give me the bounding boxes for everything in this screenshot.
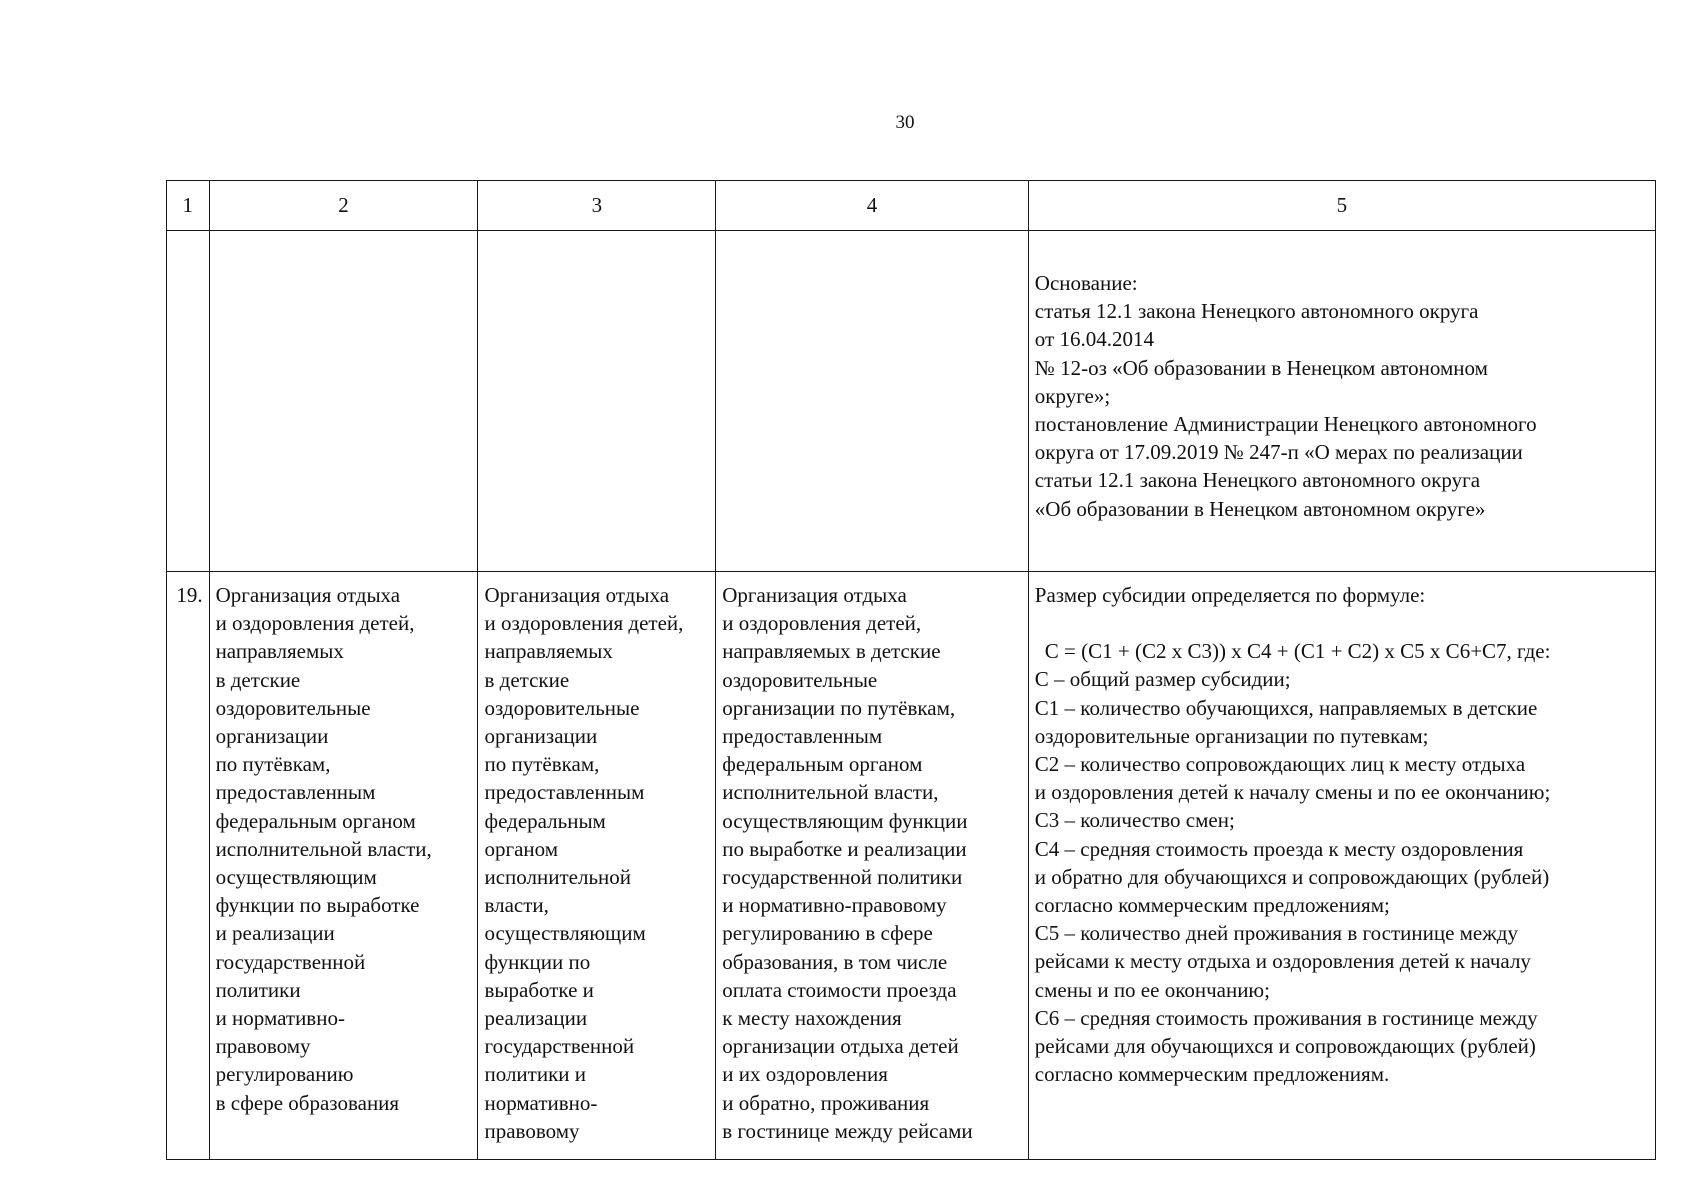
text-line: федеральным органом [722,752,923,777]
header-cell-2: 2 [209,181,478,231]
text-line: организации [484,724,598,749]
text-line: и нормативно-правовому [722,893,947,918]
text-line: и оздоровления детей к началу смены и по ее окончанию; [1034,780,1551,805]
text-line: оздоровительные [215,695,371,720]
text-line: «Об образовании в Ненецком автономном округе» [1034,496,1486,521]
header-cell-4: 4 [716,181,1029,231]
text-line: C1 – количество обучающихся, направляемых в детские [1034,695,1538,720]
row19-col4-text [722,581,1022,1145]
text-line: в детские [484,667,570,692]
table-row-basis [167,231,1656,572]
legal-basis-text [1035,269,1649,523]
page-number: 30 [895,112,915,133]
text-line: государственной политики [722,865,963,890]
text-line: власти, [484,893,549,918]
text-line: и обратно для обучающихся и сопровождающих (рублей) [1034,864,1550,889]
text-line: C5 – количество дней проживания в гостинице между [1034,921,1518,946]
text-line: и их оздоровления [722,1062,888,1087]
subsidy-intro: Размер субсидии определяется по формуле: [1034,583,1426,607]
basis-cell-3 [478,231,716,572]
text-line: осуществляющим [484,921,646,946]
text-line: Основание: [1034,271,1138,295]
text-line: постановление Администрации Ненецкого автономного [1034,412,1537,437]
text-line: оплата стоимости проезда [722,977,957,1002]
header-cell-3: 3 [478,181,716,231]
text-line: направляемых в детские [722,639,941,664]
text-line: федеральным [484,808,606,833]
text-line: оздоровительные [484,695,640,720]
text-line: выработке и [484,977,594,1002]
text-line: и оздоровления детей, [484,611,684,636]
text-line: регулированию в сфере [722,921,933,946]
text-line: функции по [484,949,591,974]
text-line: нормативно- [484,1090,598,1115]
text-line: смены и по ее окончанию; [1034,977,1270,1002]
text-line: № 12-оз «Об образовании в Ненецком автономном [1034,355,1488,380]
text-line: статьи 12.1 закона Ненецкого автономного округа [1034,468,1481,493]
text-line: предоставленным [722,724,883,749]
row19-cell-4 [716,572,1029,1160]
row19-col2-text [216,581,472,1117]
text-line: организации [215,724,329,749]
text-line: организации по путёвкам, [722,695,956,720]
text-line: функции по выработке [215,893,420,918]
header-cell-5: 5 [1028,181,1655,231]
text-line: рейсами к месту отдыха и оздоровления детей к началу [1034,949,1531,974]
text-line: предоставленным [484,780,645,805]
text-line: политики и [484,1062,587,1087]
text-line: к месту нахождения [722,1006,902,1031]
text-line: C3 – количество смен; [1034,808,1235,833]
text-line: в детские [215,667,301,692]
text-line: направляемых [215,639,344,664]
basis-cell-legal-basis [1028,231,1655,572]
text-line: государственной [215,949,366,974]
header-cell-1: 1 [167,181,210,231]
text-line: исполнительной власти, [722,780,939,805]
formula-legend-text [1035,665,1649,1088]
table-row-19 [167,572,1656,1160]
text-line: C – общий размер субсидии; [1034,667,1291,692]
text-line: предоставленным [215,780,376,805]
text-line: C4 – средняя стоимость проезда к месту оздоровления [1034,836,1524,861]
row19-cell-3 [478,572,716,1160]
row19-cell-5 [1028,572,1655,1160]
text-line: реализации [484,1006,588,1031]
table-header-row [167,181,1656,231]
text-line: осуществляющим [215,865,377,890]
text-line: осуществляющим функции [722,808,968,833]
row19-col3-text [484,581,709,1145]
text-line: и оздоровления детей, [722,611,922,636]
row19-cell-2 [209,572,478,1160]
basis-cell-1 [167,231,210,572]
text-line: C6 – средняя стоимость проживания в гостинице между [1034,1005,1538,1030]
text-line: Организация отдыха [215,583,401,607]
text-line: исполнительной [484,865,631,890]
text-line: органом [484,836,559,861]
document-table [166,180,1656,1160]
text-line: и оздоровления детей, [215,611,415,636]
basis-cell-4 [716,231,1029,572]
text-line: и реализации [215,921,335,946]
text-line: и обратно, проживания [722,1090,930,1115]
subsidy-formula: C = (C1 + (C2 x C3)) x C4 + (C1 + C2) x C5 x C6+C7, где: [1044,639,1551,664]
basis-cell-2 [209,231,478,572]
text-line: политики [215,977,301,1002]
row-number: 19. [167,572,210,1160]
text-line: регулированию [215,1062,354,1087]
text-line: округа от 17.09.2019 № 247-п «О мерах по реализации [1034,440,1523,465]
text-line: в сфере образования [215,1090,400,1115]
text-line: согласно коммерческим предложениям; [1034,893,1390,918]
text-line: направляемых [484,639,613,664]
text-line: правовому [215,1034,311,1059]
text-line: правовому [484,1118,580,1143]
text-line: Организация отдыха [722,583,907,607]
text-line: оздоровительные [722,667,878,692]
text-line: рейсами для обучающихся и сопровождающих (рублей) [1034,1034,1536,1059]
text-line: образования, в том числе [722,949,948,974]
text-line: согласно коммерческим предложениям. [1034,1062,1390,1087]
text-line: государственной [484,1034,635,1059]
text-line: статья 12.1 закона Ненецкого автономного округа [1034,299,1479,324]
text-line: округе»; [1034,383,1111,408]
text-line: организации отдыха детей [722,1034,959,1059]
text-line: исполнительной власти, [215,836,432,861]
text-line: оздоровительные организации по путевкам; [1034,723,1429,748]
text-line: от 16.04.2014 [1034,327,1154,352]
text-line: в гостинице между рейсами [722,1118,973,1143]
text-line: Организация отдыха [484,583,670,607]
text-line: C2 – количество сопровождающих лиц к месту отдыха [1034,752,1526,777]
text-line: по выработке и реализации [722,836,967,861]
text-line: федеральным органом [215,808,416,833]
text-line: по путёвкам, [215,752,331,777]
text-line: и нормативно- [215,1006,345,1031]
text-line: по путёвкам, [484,752,600,777]
